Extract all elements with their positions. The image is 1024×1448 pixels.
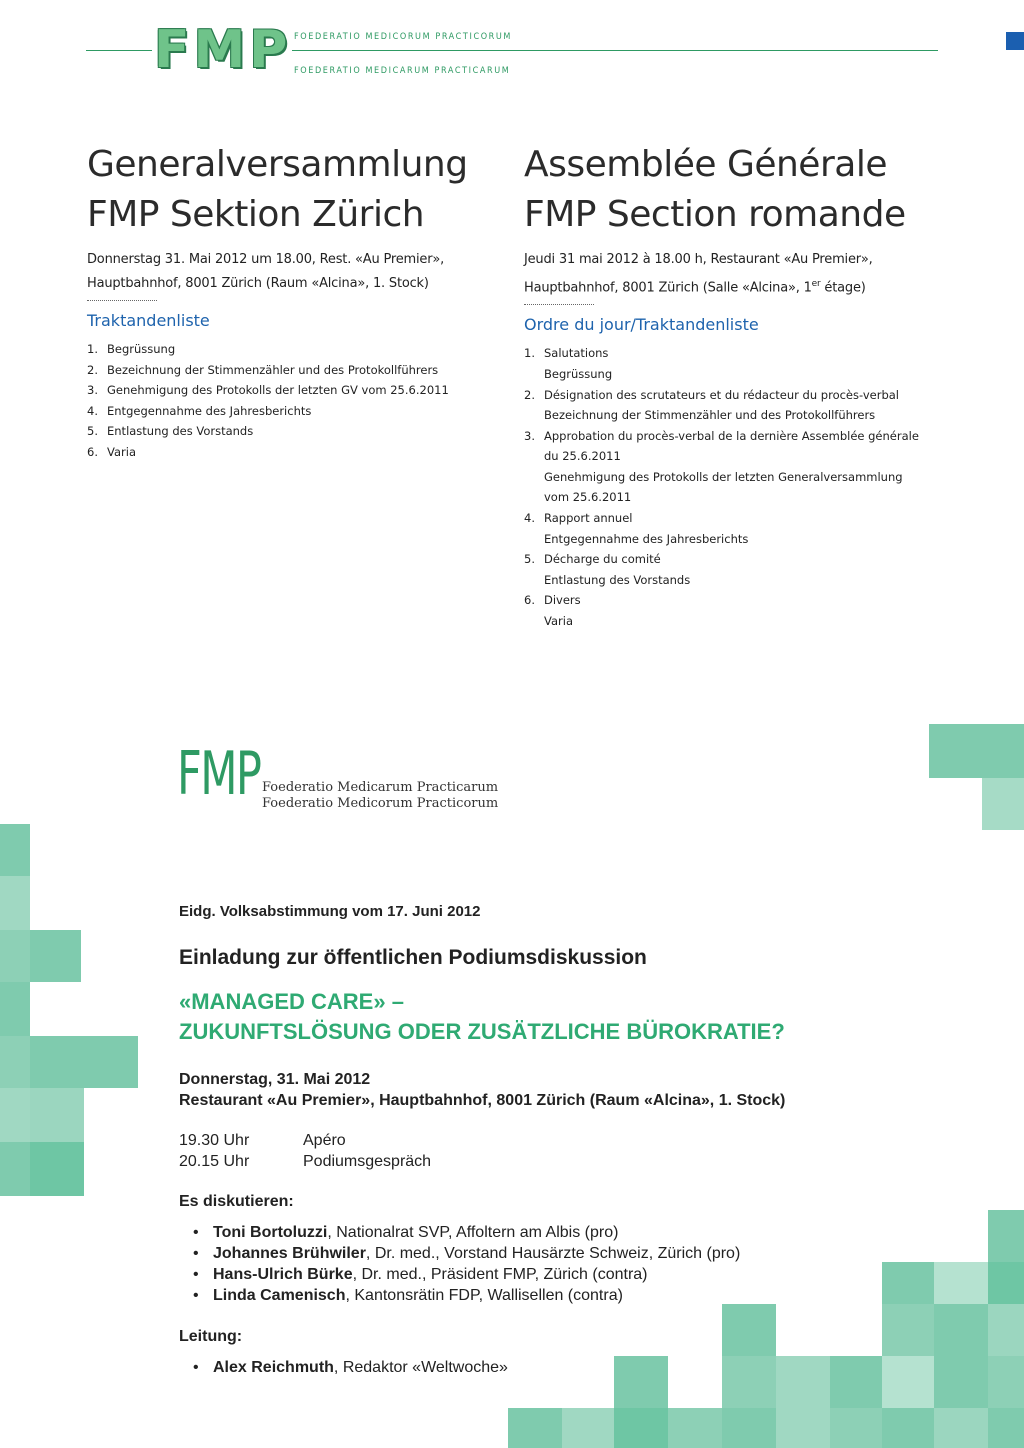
schedule-time: 19.30 Uhr [179, 1132, 250, 1149]
fmp-logo-secondary: FMP [177, 739, 261, 809]
schedule-row [179, 1151, 431, 1172]
agenda-text: Entlastung des Vorstands [107, 424, 254, 439]
tile [776, 1408, 830, 1448]
tile [988, 1356, 1024, 1408]
agenda-num: 3. [87, 383, 98, 398]
person-detail: , Nationalrat SVP, Affoltern am Albis (pro) [327, 1224, 619, 1241]
moderation-heading: Leitung: [179, 1328, 243, 1345]
event-title-line2: ZUKUNFTSLÖSUNG ODER ZUSÄTZLICHE BÜROKRATIE? [179, 1019, 785, 1044]
dotted-divider [524, 304, 594, 305]
tile [30, 930, 81, 982]
tile [934, 1356, 988, 1408]
agenda-num: 6. [87, 444, 98, 459]
agenda-item [524, 385, 954, 426]
agenda-num: 5. [87, 424, 98, 439]
agenda-text-fr: Salutations [544, 346, 609, 361]
schedule-time: 20.15 Uhr [179, 1153, 250, 1170]
agenda-text-de: Entlastung des Vorstands [544, 572, 691, 587]
tile [0, 1088, 30, 1142]
tile [934, 1262, 988, 1304]
header-rule-right [292, 50, 938, 51]
tile [30, 1036, 138, 1088]
schedule [179, 1130, 431, 1172]
agenda-text-de: Genehmigung des Protokolls der letzten Generalversammlung [544, 469, 903, 484]
discussants-list [179, 1222, 740, 1306]
german-title-line1: Generalversammlung [87, 144, 468, 185]
agenda-text-fr: Rapport annuel [544, 511, 633, 526]
french-meta-line2-pre: Hauptbahnhof, 8001 Zürich (Salle «Alcina», 1 [524, 280, 812, 296]
tile [830, 1408, 882, 1448]
list-item [179, 1357, 508, 1378]
tile [882, 1262, 934, 1304]
header-rule-left [86, 50, 152, 51]
french-title-line1: Assemblée Générale [524, 144, 887, 185]
agenda-text-fr: Approbation du procès-verbal de la dernière Assemblée générale [544, 428, 919, 443]
german-agenda-list [87, 339, 517, 463]
person-name: Alex Reichmuth [213, 1359, 334, 1376]
agenda-text-de: Varia [544, 614, 573, 629]
agenda-text-de: Begrüssung [544, 366, 613, 381]
dotted-divider [87, 300, 157, 301]
agenda-num: 4. [87, 403, 98, 418]
agenda-item [87, 421, 517, 442]
agenda-num: 1. [87, 342, 98, 356]
person-name: Toni Bortoluzzi [213, 1224, 328, 1241]
agenda-text: Entgegennahme des Jahresberichts [107, 403, 312, 418]
event-date-location [179, 1069, 785, 1111]
tile [988, 1262, 1024, 1304]
vote-line: Eidg. Volksabstimmung vom 17. Juni 2012 [179, 903, 481, 920]
agenda-text-de: Entgegennahme des Jahresberichts [544, 531, 749, 546]
french-agenda-heading: Ordre du jour/Traktandenliste [524, 315, 759, 335]
agenda-item [524, 549, 954, 590]
tile [882, 1356, 934, 1408]
french-meta-line2 [524, 272, 954, 300]
agenda-text: Varia [107, 444, 136, 459]
fmp-logo: FMP [154, 20, 292, 80]
tile [934, 1408, 988, 1448]
agenda-item [87, 401, 517, 422]
tile [982, 778, 1024, 830]
event-title-line1: «MANAGED CARE» – [179, 989, 404, 1014]
agenda-text-fr: Divers [544, 593, 581, 608]
agenda-item [87, 380, 517, 401]
list-item [179, 1222, 740, 1243]
corner-marker [1006, 32, 1024, 50]
agenda-item [87, 360, 517, 381]
logo-subtitle-top: FOEDERATIO MEDICORUM PRACTICORUM [294, 32, 513, 42]
agenda-text-fr: Décharge du comité [544, 552, 661, 567]
invitation-heading: Einladung zur öffentlichen Podiumsdiskussion [179, 946, 647, 969]
schedule-label: Podiumsgespräch [303, 1153, 432, 1170]
person-name: Hans-Ulrich Bürke [213, 1266, 353, 1283]
french-meta-line2-post: étage) [820, 280, 866, 296]
agenda-item [524, 590, 954, 631]
agenda-text-fr: Désignation des scrutateurs et du rédacteur du procès-verbal [544, 387, 899, 402]
agenda-item [524, 426, 954, 508]
german-meta-line1: Donnerstag 31. Mai 2012 um 18.00, Rest. «Au Premier», [87, 252, 445, 267]
french-title-line2: FMP Section romande [524, 194, 906, 235]
list-item [179, 1243, 740, 1264]
tile [30, 1088, 84, 1142]
schedule-label: Apéro [303, 1132, 346, 1149]
tile [882, 1304, 934, 1356]
agenda-text: Genehmigung des Protokolls der letzten GV vom 25.6.2011 [107, 383, 449, 398]
tile [0, 824, 30, 876]
event-location: Restaurant «Au Premier», Hauptbahnhof, 8001 Zürich (Raum «Alcina», 1. Stock) [179, 1092, 786, 1109]
agenda-num: 4. [524, 511, 535, 526]
tile [668, 1408, 722, 1448]
person-detail: , Dr. med., Präsident FMP, Zürich (contra) [352, 1266, 648, 1283]
tile [508, 1408, 562, 1448]
event-title [179, 987, 785, 1047]
list-item [179, 1285, 740, 1306]
agenda-num: 2. [524, 387, 535, 402]
agenda-num: 5. [524, 552, 535, 567]
tile [929, 724, 1024, 778]
french-meta [524, 248, 954, 300]
person-detail: , Dr. med., Vorstand Hausärzte Schweiz, Zürich (pro) [365, 1245, 741, 1262]
agenda-text-fr-cont: du 25.6.2011 [544, 449, 621, 464]
tile [722, 1356, 776, 1408]
tile [0, 1142, 30, 1196]
tile [722, 1304, 776, 1356]
agenda-num: 3. [524, 428, 535, 443]
agenda-text-de-cont: vom 25.6.2011 [544, 490, 632, 505]
german-meta [87, 248, 517, 296]
agenda-text-de: Bezeichnung der Stimmenzähler und des Protokollführers [544, 408, 876, 423]
agenda-text: Bezeichnung der Stimmenzähler und des Protokollführers [107, 362, 439, 377]
tile [988, 1408, 1024, 1448]
german-title-line2: FMP Sektion Zürich [87, 194, 425, 235]
schedule-row [179, 1130, 431, 1151]
agenda-item [524, 343, 954, 384]
tile [0, 1036, 30, 1088]
german-meta-line2: Hauptbahnhof, 8001 Zürich (Raum «Alcina», 1. Stock) [87, 276, 429, 291]
ordinal-suffix: er [811, 279, 821, 289]
moderators-list [179, 1357, 508, 1378]
agenda-item [87, 442, 517, 463]
tile [830, 1356, 882, 1408]
french-agenda-list [524, 343, 954, 631]
tile [0, 876, 30, 930]
tile [722, 1408, 776, 1448]
tile [776, 1356, 830, 1408]
agenda-num: 1. [524, 346, 535, 361]
person-name: Johannes Brühwiler [213, 1245, 366, 1262]
agenda-item [87, 339, 517, 360]
tile [988, 1210, 1024, 1262]
person-detail: , Redaktor «Weltwoche» [333, 1359, 508, 1376]
tile [562, 1408, 614, 1448]
agenda-text: Begrüssung [107, 342, 176, 356]
tile [0, 982, 30, 1036]
tile [614, 1356, 668, 1408]
french-assembly [524, 140, 954, 632]
agenda-item [524, 508, 954, 549]
tile [882, 1408, 934, 1448]
discussants-heading: Es diskutieren: [179, 1193, 294, 1210]
tile [988, 1304, 1024, 1356]
list-item [179, 1264, 740, 1285]
tile [30, 1142, 84, 1196]
german-assembly [87, 140, 517, 463]
tile [0, 930, 30, 982]
person-name: Linda Camenisch [213, 1287, 346, 1304]
logo-subtitle-bottom: FOEDERATIO MEDICARUM PRACTICARUM [294, 66, 511, 76]
tile [934, 1304, 988, 1356]
tile [614, 1408, 668, 1448]
logo2-line2: Foederatio Medicorum Practicorum [262, 796, 499, 811]
german-agenda-heading: Traktandenliste [87, 311, 210, 330]
agenda-num: 2. [87, 362, 98, 377]
agenda-num: 6. [524, 593, 535, 608]
event-date: Donnerstag, 31. Mai 2012 [179, 1071, 371, 1088]
french-meta-line1: Jeudi 31 mai 2012 à 18.00 h, Restaurant «Au Premier», [524, 252, 873, 267]
logo2-line1: Foederatio Medicarum Practicarum [262, 780, 499, 795]
person-detail: , Kantonsrätin FDP, Wallisellen (contra) [345, 1287, 623, 1304]
